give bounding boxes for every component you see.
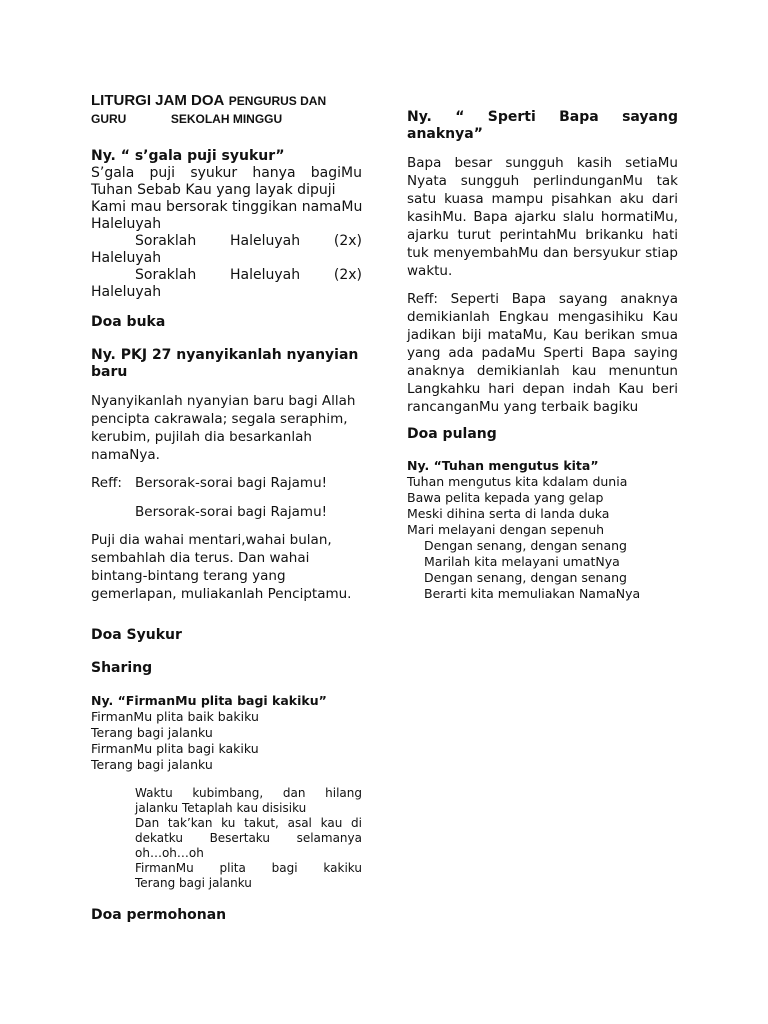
lyric-line: Terang bagi jalanku [91, 757, 213, 772]
lyric-line: Kami mau bersorak tinggikan namaMu [91, 199, 363, 215]
doa-syukur-heading: Doa Syukur [91, 627, 182, 643]
lyric-line: Haleluyah [91, 216, 162, 232]
lyric-line: Dengan senang, dengan senang [424, 570, 627, 585]
song1-heading: Ny. “ s’gala puji syukur” [91, 148, 285, 164]
song2-verse1: Nyanyikanlah nyanyian baru bagi Allah pencipta cakrawala; segala seraphim, kerubim, pujilah dia besarkanlah namaNya. [91, 393, 356, 463]
song4-verse: Bapa besar sungguh kasih setiaMu Nyata sungguh perlindunganMu tak satu kuasa mampu pisahkan aku dari kasihMu. Bapa ajarku slalu hormatiMu, ajarku turut perintahMu brikanku hati tuk menyembahMu dan bersyukur stiap waktu. [407, 155, 678, 279]
lyric-line: Tuhan mengutus kita kdalam dunia [407, 474, 628, 489]
title-main: LITURGI JAM DOA [91, 92, 225, 109]
song4-reff: Reff: Seperti Bapa sayang anaknya demikianlah Engkau mengasihiku Kau jadikan biji mataMu, Kau berikan smua yang ada padaMu Sperti Bapa saying anaknya demikianlah kau menuntun Langkahku hari depan indah Kau beri rancanganMu yang terbaik bagiku [407, 291, 678, 415]
song4-heading-line: Ny. “ Sperti Bapa sayang [407, 109, 678, 125]
lyric-line: Waktu kubimbang, dan hilang [135, 786, 362, 800]
lyric-line: jalanku Tetaplah kau disisiku [135, 801, 307, 815]
doa-permohonan-heading: Doa permohonan [91, 907, 227, 923]
lyric-line: Dengan senang, dengan senang [424, 538, 627, 553]
song2-reff-repeat: Bersorak-sorai bagi Rajamu! [135, 504, 328, 520]
refrain-repeat: (2x) [333, 267, 362, 283]
lyric-line: FirmanMu plita baik bakiku [91, 709, 259, 724]
lyric-line: dekatku Besertaku selamanya [135, 831, 362, 845]
refrain-row [91, 267, 362, 284]
refrain-word: Soraklah [135, 267, 197, 283]
doa-pulang-heading: Doa pulang [407, 426, 497, 442]
lyric-line: Terang bagi jalanku [135, 876, 252, 890]
refrain-word: Soraklah [135, 233, 197, 249]
song3-verse [91, 786, 362, 891]
lyric-line: Tuhan Sebab Kau yang layak dipuji [91, 182, 336, 198]
refrain-word: Haleluyah [230, 267, 301, 283]
lyric-line: Haleluyah [91, 250, 162, 266]
song5-heading: Ny. “Tuhan mengutus kita” [407, 458, 599, 473]
song4-heading-line: anaknya” [407, 126, 483, 142]
reff-label: Reff: [91, 475, 122, 491]
lyric-line: FirmanMu plita bagi kakiku [91, 741, 259, 756]
song3-lyrics [91, 709, 362, 773]
lyric-line: Berarti kita memuliakan NamaNya [424, 586, 641, 601]
lyric-line: S’gala puji syukur hanya bagiMu [91, 165, 362, 181]
song3-heading: Ny. “FirmanMu plita bagi kakiku” [91, 693, 327, 708]
doa-buka-heading: Doa buka [91, 314, 166, 330]
lyric-line: oh…oh…oh [135, 846, 204, 860]
song5-lyrics [407, 474, 678, 602]
song2-heading: Ny. PKJ 27 nyanyikanlah nyanyian baru [91, 347, 359, 380]
lyric-line: Meski dihina serta di landa duka [407, 506, 610, 521]
title-small: PENGURUS DAN GURU [91, 94, 327, 126]
song2-reff [91, 474, 362, 492]
lyric-line: Dan tak’kan ku takut, asal kau di [135, 816, 362, 830]
lyric-line: Marilah kita melayani umatNya [424, 554, 620, 569]
song1-lyrics [91, 165, 362, 301]
song4-heading [407, 109, 678, 143]
refrain-word: Haleluyah [230, 233, 301, 249]
title-line2: SEKOLAH MINGGU [170, 112, 283, 126]
refrain-row [91, 233, 362, 250]
lyric-line: FirmanMu plita bagi kakiku [135, 861, 362, 875]
lyric-line: Terang bagi jalanku [91, 725, 213, 740]
lyric-line: Haleluyah [91, 284, 162, 300]
reff-line: Bersorak-sorai bagi Rajamu! [135, 475, 328, 491]
lyric-line: Bawa pelita kepada yang gelap [407, 490, 604, 505]
song2-verse2: Puji dia wahai mentari,wahai bulan, sembahlah dia terus. Dan wahai bintang-bintang terang yang gemerlapan, muliakanlah Penciptamu. [91, 532, 352, 602]
sharing-heading: Sharing [91, 660, 153, 676]
refrain-repeat: (2x) [333, 233, 362, 249]
lyric-line: Mari melayani dengan sepenuh [407, 522, 605, 537]
